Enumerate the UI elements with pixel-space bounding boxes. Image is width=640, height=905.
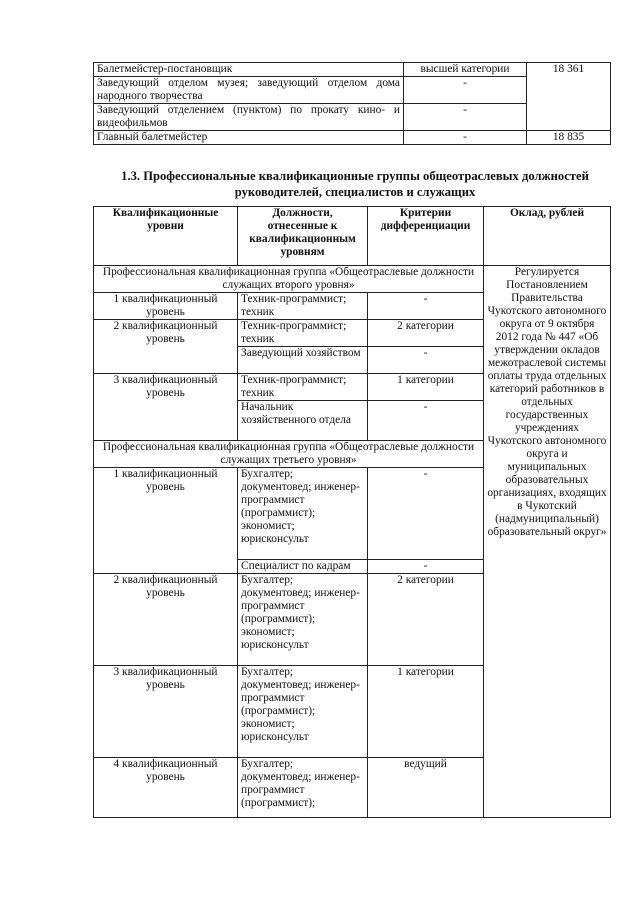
position-cell: Начальник хозяйственного отдела [238, 401, 368, 441]
position-cell: Главный балетмейстер [94, 131, 404, 145]
level-cell: 2 квалификационный уровень [94, 574, 238, 666]
criteria-cell: - [404, 104, 527, 131]
qualification-groups-table [93, 206, 611, 818]
salary-cell: 18 835 [527, 131, 611, 145]
position-cell: Балетмейстер-постановщик [94, 63, 404, 77]
header-criteria: Критерии дифференциации [368, 207, 484, 266]
level-cell: 1 квалификационный уровень [94, 293, 238, 320]
criteria-cell: - [368, 347, 484, 374]
criteria-cell: 1 категории [368, 666, 484, 758]
level-cell: 3 квалификационный уровень [94, 374, 238, 441]
table-row [94, 131, 611, 145]
salary-note: Регулируется Постановлением Правительства Чукотского автономного округа от 9 октября 2012 года № 447 «Об утверждении окладов межотраслевой системы оплаты труда отдельных категорий работников в отдельных государственных учреждениях Чукотского автономного округа и муниципальных образовательных организациях, входящих в Чукотский (надмуниципальный) образовательный округ» [484, 266, 611, 818]
position-cell: Техник-программист; техник [238, 374, 368, 401]
level-cell: 2 квалификационный уровень [94, 320, 238, 374]
top-salary-table [93, 62, 611, 145]
header-salary: Оклад, рублей [484, 207, 611, 266]
criteria-cell: - [404, 77, 527, 104]
level-cell: 1 квалификационный уровень [94, 468, 238, 574]
criteria-cell: - [404, 131, 527, 145]
criteria-cell: 2 категории [368, 320, 484, 347]
header-row [94, 207, 611, 266]
group-title-row [94, 266, 611, 293]
criteria-cell: 1 категории [368, 374, 484, 401]
criteria-cell: ведущий [368, 758, 484, 818]
salary-cell: 18 361 [527, 63, 611, 131]
level-cell: 4 квалификационный уровень [94, 758, 238, 818]
position-cell: Техник-программист; техник [238, 320, 368, 347]
section-title: Профессиональные квалификационные группы общеотраслевых должностей руководителей, специалистов и служащих [143, 169, 589, 199]
level-cell: 3 квалификационный уровень [94, 666, 238, 758]
position-cell: Заведующий хозяйством [238, 347, 368, 374]
header-levels: Квалификационные уровни [94, 207, 238, 266]
criteria-cell: - [368, 468, 484, 560]
criteria-cell: - [368, 560, 484, 574]
position-cell: Бухгалтер; документовед; инженер-программист (программист); [238, 758, 368, 818]
section-heading [100, 168, 610, 200]
position-cell: Бухгалтер; документовед; инженер-программист (программист); экономист; юрисконсульт [238, 666, 368, 758]
position-cell: Бухгалтер; документовед; инженер-программист (программист); экономист; юрисконсульт [238, 468, 368, 560]
group-title: Профессиональная квалификационная группа «Общеотраслевые должности служащих второго уровня» [94, 266, 484, 293]
position-cell: Заведующий отделением (пунктом) по прокату кино- и видеофильмов [94, 104, 404, 131]
position-cell: Заведующий отделом музея; заведующий отделом дома народного творчества [94, 77, 404, 104]
section-number: 1.3. [121, 169, 141, 183]
criteria-cell: - [368, 293, 484, 320]
position-cell: Специалист по кадрам [238, 560, 368, 574]
table-row [94, 63, 611, 77]
criteria-cell: - [368, 401, 484, 441]
criteria-cell: 2 категории [368, 574, 484, 666]
criteria-cell: высшей категории [404, 63, 527, 77]
position-cell: Техник-программист; техник [238, 293, 368, 320]
position-cell: Бухгалтер; документовед; инженер-программист (программист); экономист; юрисконсульт [238, 574, 368, 666]
group-title: Профессиональная квалификационная группа «Общеотраслевые должности служащих третьего уровня» [94, 441, 484, 468]
header-positions: Должности, отнесенные к квалификационным уровням [238, 207, 368, 266]
